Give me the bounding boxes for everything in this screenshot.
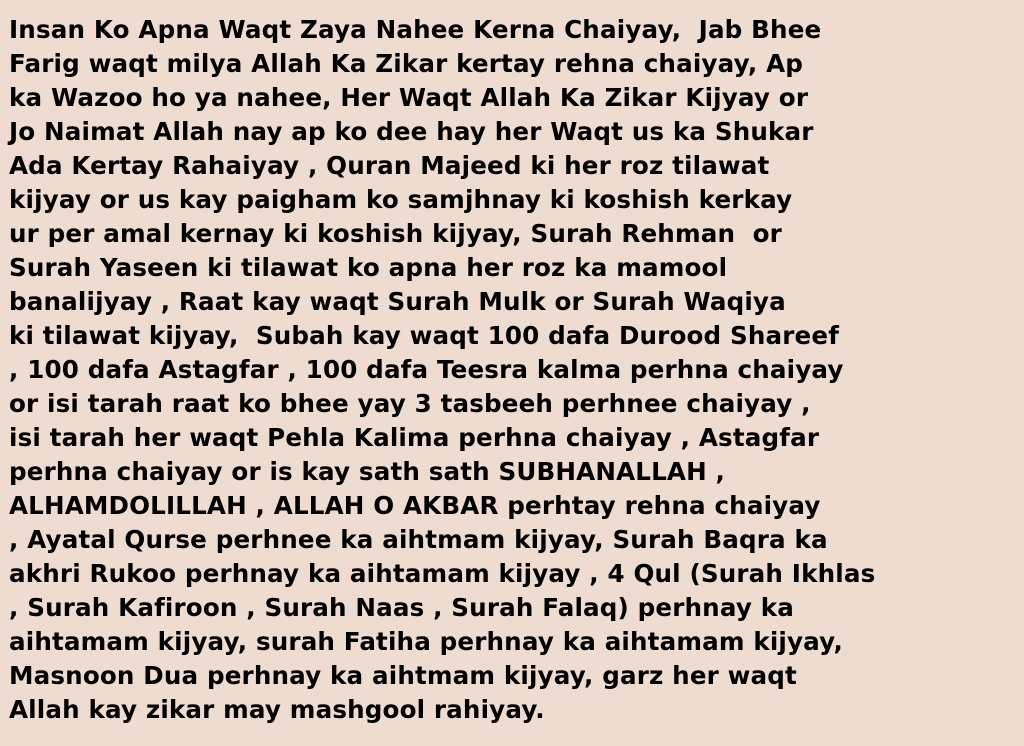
text-line: , Surah Kafiroon , Surah Naas , Surah Falaq) perhnay ka — [9, 593, 794, 622]
text-line: aihtamam kijyay, surah Fatiha perhnay ka aihtamam kijyay, — [9, 627, 843, 656]
document-text — [9, 13, 1024, 727]
text-line: Allah kay zikar may mashgool rahiyay. — [9, 695, 545, 724]
text-line: Farig waqt milya Allah Ka Zikar kertay rehna chaiyay, Ap — [9, 49, 804, 78]
text-line: , 100 dafa Astagfar , 100 dafa Teesra kalma perhna chaiyay — [9, 355, 844, 384]
text-line: ur per amal kernay ki koshish kijyay, Surah Rehman or — [9, 219, 782, 248]
text-line: Surah Yaseen ki tilawat ko apna her roz ka mamool — [9, 253, 728, 282]
text-line: isi tarah her waqt Pehla Kalima perhna chaiyay , Astagfar — [9, 423, 820, 452]
text-line: , Ayatal Qurse perhnee ka aihtmam kijyay, Surah Baqra ka — [9, 525, 828, 554]
text-line: kijyay or us kay paigham ko samjhnay ki koshish kerkay — [9, 185, 793, 214]
text-line: Jo Naimat Allah nay ap ko dee hay her Waqt us ka Shukar — [9, 117, 814, 146]
text-line: ka Wazoo ho ya nahee, Her Waqt Allah Ka Zikar Kijyay or — [9, 83, 809, 112]
text-line: Masnoon Dua perhnay ka aihtmam kijyay, garz her waqt — [9, 661, 797, 690]
text-line: Ada Kertay Rahaiyay , Quran Majeed ki her roz tilawat — [9, 151, 770, 180]
text-line: banalijyay , Raat kay waqt Surah Mulk or Surah Waqiya — [9, 287, 786, 316]
text-line: ki tilawat kijyay, Subah kay waqt 100 dafa Durood Shareef — [9, 321, 840, 350]
text-line: perhna chaiyay or is kay sath sath SUBHANALLAH , — [9, 457, 726, 486]
text-line: or isi tarah raat ko bhee yay 3 tasbeeh perhnee chaiyay , — [9, 389, 811, 418]
text-line: ALHAMDOLILLAH , ALLAH O AKBAR perhtay rehna chaiyay — [9, 491, 821, 520]
text-line: Insan Ko Apna Waqt Zaya Nahee Kerna Chaiyay, Jab Bhee — [9, 15, 822, 44]
text-line: akhri Rukoo perhnay ka aihtamam kijyay , 4 Qul (Surah Ikhlas — [9, 559, 876, 588]
